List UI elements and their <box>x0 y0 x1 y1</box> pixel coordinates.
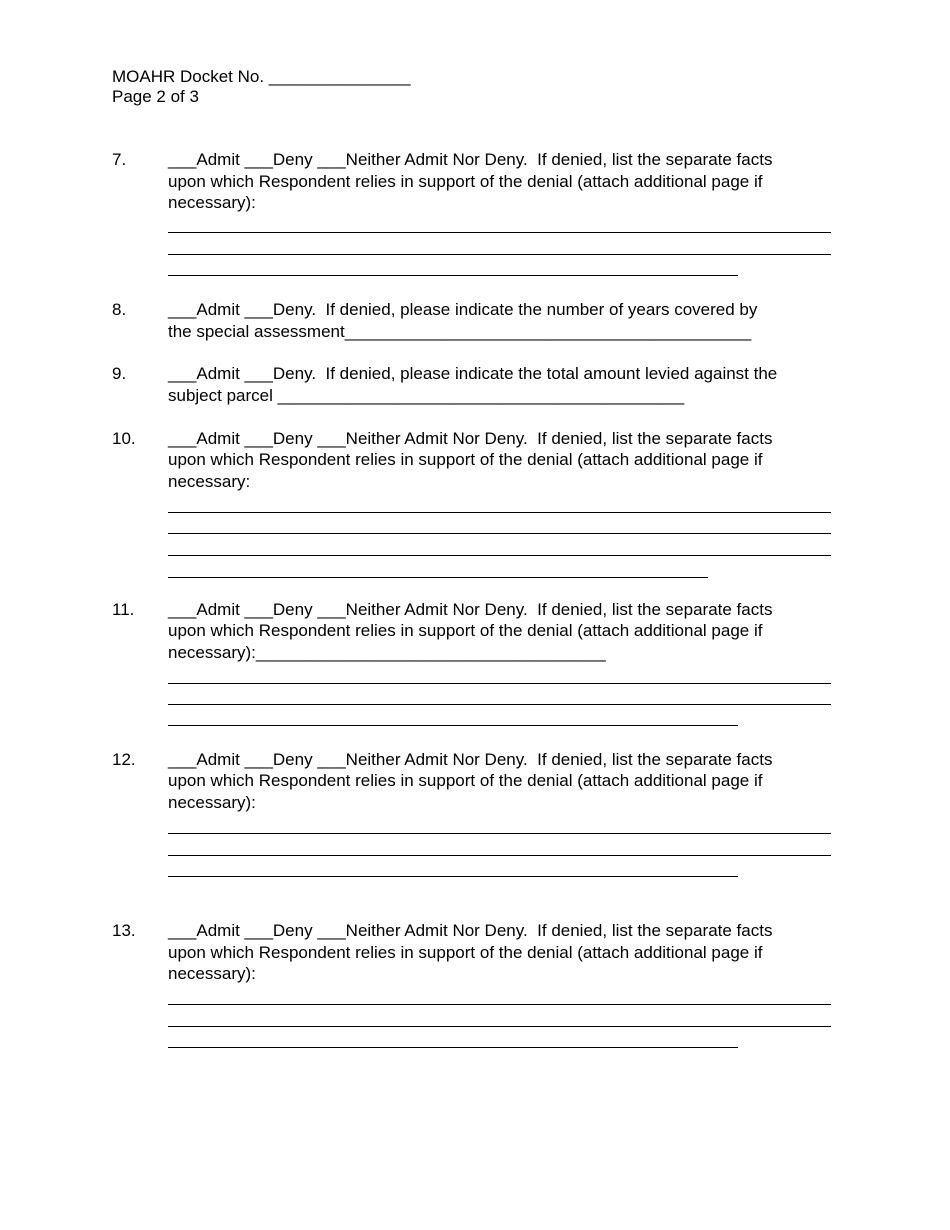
answer-line[interactable] <box>168 275 738 276</box>
answer-line[interactable] <box>168 533 831 534</box>
answer-line[interactable] <box>168 1026 831 1027</box>
item-text-line: upon which Respondent relies in support of the denial (attach additional page if <box>168 771 763 790</box>
item-text-line: upon which Respondent relies in support of the denial (attach additional page if <box>168 450 763 469</box>
item-text-line: necessary): <box>168 964 256 983</box>
answer-line[interactable] <box>168 1047 738 1048</box>
answer-line[interactable] <box>168 254 831 255</box>
item-number: 7. <box>112 150 127 169</box>
answer-line[interactable] <box>168 577 708 578</box>
item-text-line: ___Admit ___Deny ___Neither Admit Nor Deny. If denied, list the separate facts <box>168 150 773 169</box>
item-text-line: ___Admit ___Deny ___Neither Admit Nor Deny. If denied, list the separate facts <box>168 750 773 769</box>
item-text-line: upon which Respondent relies in support of the denial (attach additional page if <box>168 943 763 962</box>
item-text-line: necessary: <box>168 472 251 491</box>
answer-line[interactable] <box>168 555 831 556</box>
docket-number-label: MOAHR Docket No. _______________ <box>112 67 411 86</box>
item-text-line: ___Admit ___Deny ___Neither Admit Nor Deny. If denied, list the separate facts <box>168 600 773 619</box>
item-text-line: upon which Respondent relies in support of the denial (attach additional page if <box>168 172 763 191</box>
item-text-line: upon which Respondent relies in support of the denial (attach additional page if <box>168 621 763 640</box>
item-number: 10. <box>112 429 136 448</box>
answer-line[interactable] <box>168 683 831 684</box>
answer-line[interactable] <box>168 704 831 705</box>
item-text-line: necessary): <box>168 193 256 212</box>
item-text-line: necessary): <box>168 793 256 812</box>
answer-line[interactable] <box>168 855 831 856</box>
answer-line[interactable] <box>168 725 738 726</box>
page-number-label: Page 2 of 3 <box>112 87 199 106</box>
answer-line[interactable] <box>168 833 831 834</box>
item-number: 8. <box>112 300 127 319</box>
item-text-line: necessary):_____________________________________ <box>168 643 606 662</box>
item-text-line: ___Admit ___Deny. If denied, please indicate the number of years covered by <box>168 300 758 319</box>
item-number: 12. <box>112 750 136 769</box>
item-text-line: the special assessment___________________________________________ <box>168 322 752 341</box>
item-number: 11. <box>112 600 135 619</box>
item-text-line: subject parcel ___________________________________________ <box>168 386 685 405</box>
answer-line[interactable] <box>168 876 738 877</box>
item-text-line: ___Admit ___Deny ___Neither Admit Nor Deny. If denied, list the separate facts <box>168 921 773 940</box>
item-number: 9. <box>112 364 127 383</box>
item-text-line: ___Admit ___Deny ___Neither Admit Nor Deny. If denied, list the separate facts <box>168 429 773 448</box>
item-text-line: ___Admit ___Deny. If denied, please indicate the total amount levied against the <box>168 364 778 383</box>
answer-line[interactable] <box>168 512 831 513</box>
item-number: 13. <box>112 921 136 940</box>
answer-line[interactable] <box>168 1004 831 1005</box>
answer-line[interactable] <box>168 232 831 233</box>
